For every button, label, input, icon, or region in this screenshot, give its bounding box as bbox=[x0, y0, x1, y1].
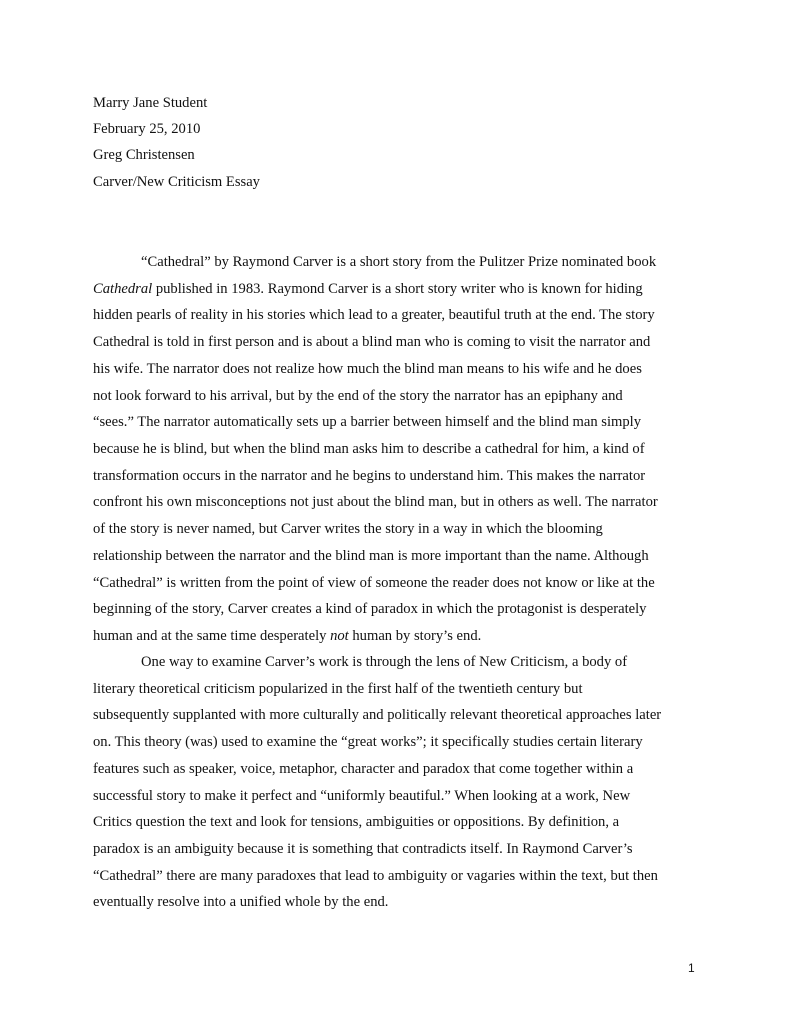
text-segment: human and at the same time desperately bbox=[93, 628, 331, 645]
essay-line: because he is blind, but when the blind man asks him to describe a cathedral for him, a kind of bbox=[93, 441, 645, 458]
essay-line: “Cathedral” is written from the point of view of someone the reader does not know or like at the bbox=[93, 574, 655, 591]
essay-line: confront his own misconceptions not just about the blind man, but in others as well. The narrator bbox=[93, 494, 658, 511]
essay-line: paradox is an ambiguity because it is something that contradicts itself. In Raymond Carver’s bbox=[93, 841, 633, 858]
essay-line: not look forward to his arrival, but by the end of the story the narrator has an epiphany and bbox=[93, 387, 623, 404]
essay-line bbox=[93, 626, 481, 646]
course-title: Carver/New Criticism Essay bbox=[93, 173, 260, 190]
essay-line: “Cathedral” there are many paradoxes that lead to ambiguity or vagaries within the text, but then bbox=[93, 867, 658, 884]
essay-line: on. This theory (was) used to examine the “great works”; it specifically studies certain literary bbox=[93, 734, 643, 751]
essay-line: of the story is never named, but Carver writes the story in a way in which the blooming bbox=[93, 521, 603, 538]
italic-text: Cathedral bbox=[93, 280, 153, 297]
page-number: 1 bbox=[688, 961, 695, 975]
essay-line: “Cathedral” by Raymond Carver is a short story from the Pulitzer Prize nominated book bbox=[141, 254, 657, 270]
essay-line: beginning of the story, Carver creates a kind of paradox in which the protagonist is desperately bbox=[93, 601, 647, 618]
essay-line: features such as speaker, voice, metaphor, character and paradox that come together within a bbox=[93, 760, 634, 777]
essay-line: hidden pearls of reality in his stories which lead to a greater, beautiful truth at the end. The story bbox=[93, 307, 655, 324]
essay-line: transformation occurs in the narrator and he begins to understand him. This makes the narrator bbox=[93, 467, 646, 484]
essay-line: Critics question the text and look for tensions, ambiguities or oppositions. By definition, a bbox=[93, 814, 620, 831]
text-segment: human by story’s end. bbox=[348, 628, 482, 645]
essay-date: February 25, 2010 bbox=[93, 121, 201, 138]
instructor-name: Greg Christensen bbox=[93, 147, 195, 164]
essay-line: eventually resolve into a unified whole by the end. bbox=[93, 894, 389, 911]
essay-line: “sees.” The narrator automatically sets up a barrier between himself and the blind man simply bbox=[93, 414, 642, 431]
essay-line: literary theoretical criticism popularized in the first half of the twentieth century but bbox=[93, 680, 583, 697]
essay-line bbox=[93, 279, 643, 299]
essay-header bbox=[93, 90, 260, 195]
student-name: Marry Jane Student bbox=[93, 95, 208, 111]
essay-line: One way to examine Carver’s work is through the lens of New Criticism, a body of bbox=[141, 654, 628, 670]
essay-line: successful story to make it perfect and “uniformly beautiful.” When looking at a work, New bbox=[93, 787, 631, 804]
essay-line: relationship between the narrator and the blind man is more important than the name. Although bbox=[93, 547, 649, 564]
text-segment: published in 1983. Raymond Carver is a short story writer who is known for hiding bbox=[152, 280, 643, 297]
essay-line: subsequently supplanted with more culturally and politically relevant theoretical approaches later bbox=[93, 707, 662, 724]
essay-line: his wife. The narrator does not realize how much the blind man means to his wife and he does bbox=[93, 360, 642, 377]
italic-text: not bbox=[330, 628, 349, 645]
essay-line: Cathedral is told in first person and is about a blind man who is coming to visit the narrator and bbox=[93, 334, 651, 351]
